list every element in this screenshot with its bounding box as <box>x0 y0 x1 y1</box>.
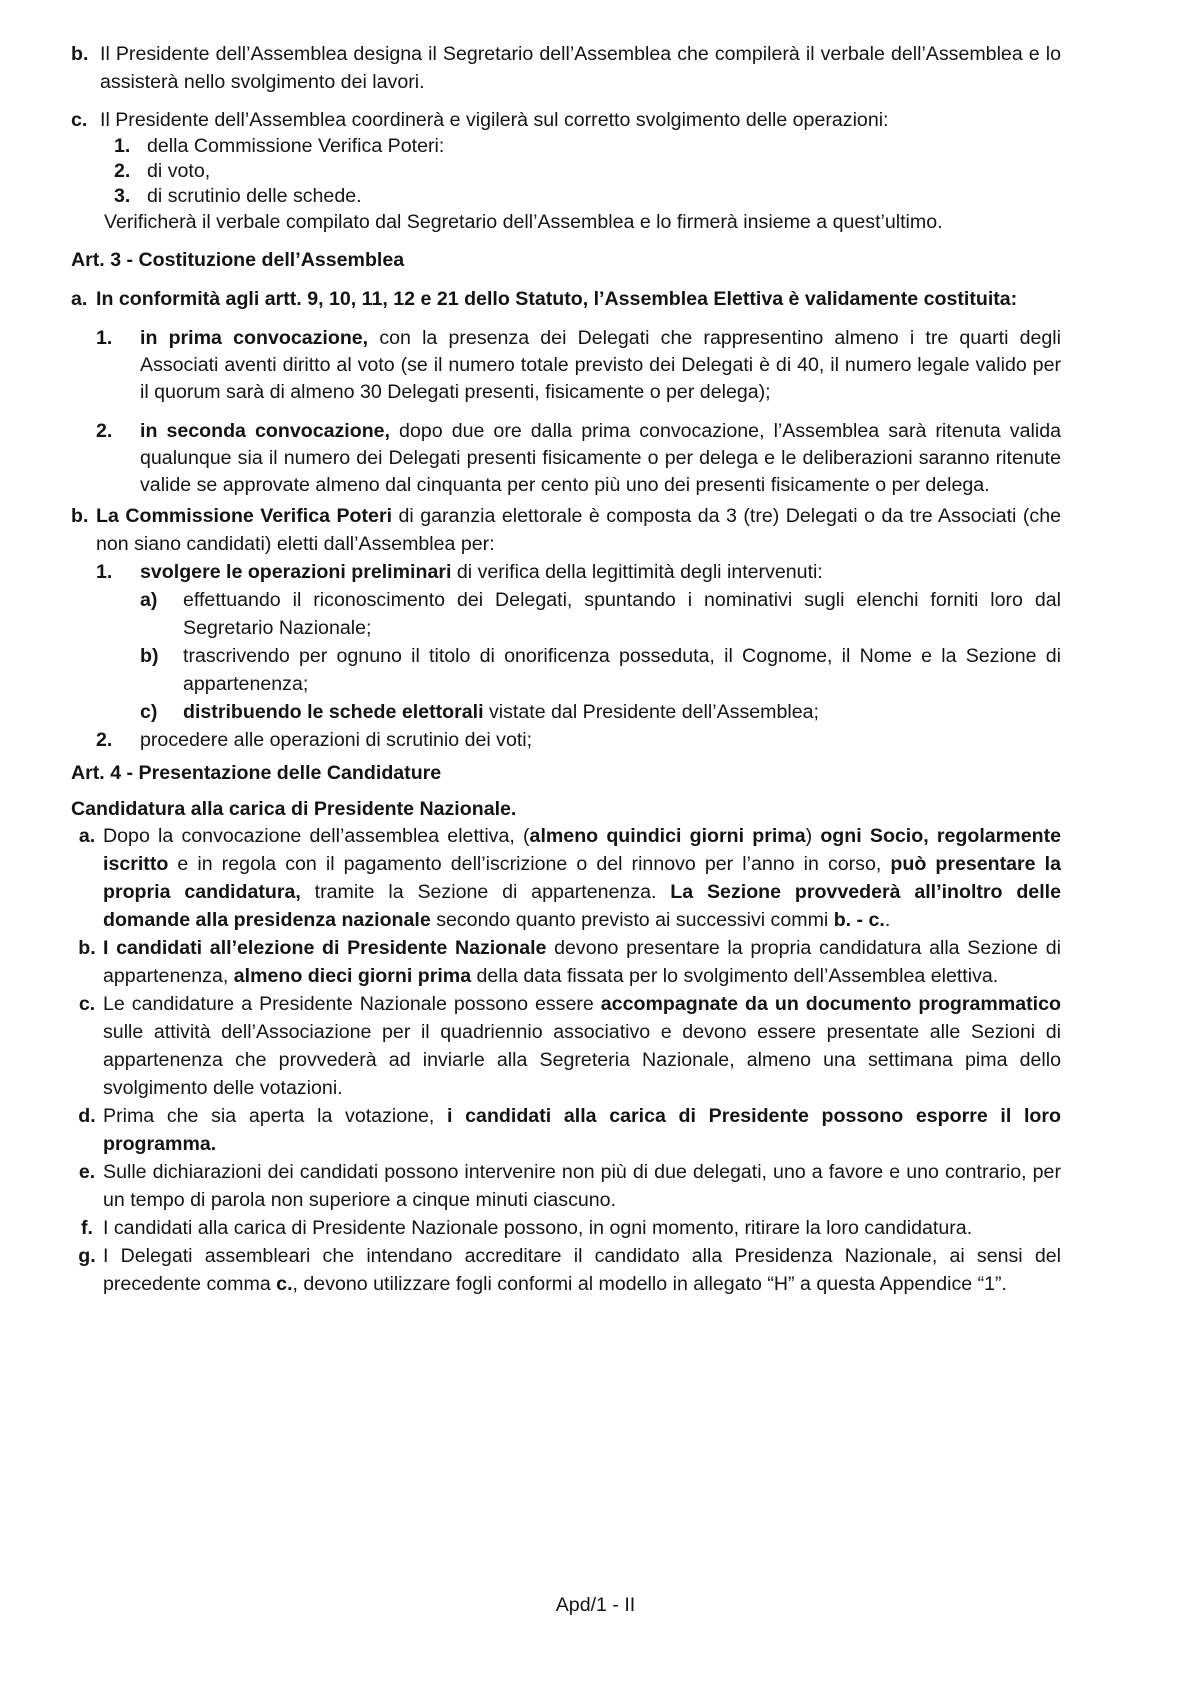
item-marker: 2. <box>96 420 113 442</box>
document-page <box>71 40 1061 1298</box>
item-marker: 2. <box>114 160 131 182</box>
item-text: di scrutinio delle schede. <box>147 185 362 207</box>
item-rest: con la presenza dei Delegati che rappresentino almeno i tre quarti degli Associati aventi diritto al voto (se il numero totale previsto dei Delegati è di 40, il numero legale valido per il quorum sarà di almeno 30 Delegati presenti, fisicamente o per delega); <box>140 327 1061 403</box>
item-text: trascrivendo per ognuno il titolo di onorificenza posseduta, il Cognome, il Nome e la Sezione di appartenenza; <box>183 645 1061 695</box>
item-4f <box>71 1214 1061 1242</box>
item-text: I Delegati assembleari che intendano accreditare il candidato alla Presidenza Nazionale, ai sensi del precedente comma c., devono utilizzare fogli conformi al modello in allegato “H” a questa Appendice “1”. <box>103 1245 1061 1295</box>
item-3b <box>71 502 1061 558</box>
item-4b <box>71 934 1061 990</box>
item-marker: d. <box>78 1105 96 1127</box>
item-3b1a <box>71 586 1061 642</box>
item-text: Il Presidente dell’Assemblea coordinerà e vigilerà sul corretto svolgimento delle operazioni: <box>100 109 889 131</box>
item-marker: b. <box>71 505 89 527</box>
item-4d <box>71 1102 1061 1158</box>
list-2c <box>71 134 1061 209</box>
item-rest: di garanzia elettorale è composta da 3 (tre) Delegati o da tre Associati (che non siano candidati) eletti dall’Assemblea per: <box>96 505 1061 555</box>
page-footer: Apd/1 - II <box>555 1594 636 1616</box>
item-3b1b <box>71 642 1061 698</box>
art3-heading: Art. 3 - Costituzione dell’Assemblea <box>71 249 405 271</box>
item-text <box>183 698 1061 726</box>
item-text: Dopo la convocazione dell’assemblea elettiva, (almeno quindici giorni prima) ogni Socio, regolarmente iscritto e in regola con il pagamento dell’iscrizione o del rinnovo per l’anno in corso, può presentare la propria candidatura, tramite la Sezione di appartenenza. La Sezione provvederà all’inoltro delle domande alla presidenza nazionale secondo quanto previsto ai successivi commi b. - c.. <box>103 825 1061 931</box>
item-bold: La Commissione Verifica Poteri <box>96 505 393 527</box>
item-text: I candidati all’elezione di Presidente Nazionale devono presentare la propria candidatura alla Sezione di appartenenza, almeno dieci giorni prima della data fissata per lo svolgimento dell’Assemblea elettiva. <box>103 937 1061 987</box>
item-marker: c) <box>140 701 158 723</box>
item-marker: 3. <box>114 185 131 207</box>
item-4e <box>71 1158 1061 1214</box>
item-marker: f. <box>81 1217 93 1239</box>
item-bold: distribuendo le schede elettorali <box>183 701 484 723</box>
item-text: Il Presidente dell’Assemblea designa il Segretario dell’Assemblea che compilerà il verbale dell’Assemblea e lo assisterà nello svolgimento dei lavori. <box>100 43 1061 93</box>
item-3b2 <box>71 726 1061 754</box>
item-bold: svolgere le operazioni preliminari <box>140 561 452 583</box>
item-text: Sulle dichiarazioni dei candidati possono intervenire non più di due delegati, uno a favore e uno contrario, per un tempo di parola non superiore a cinque minuti ciascuno. <box>103 1161 1061 1211</box>
art4-subheading: Candidatura alla carica di Presidente Nazionale. <box>71 798 517 820</box>
item-2c-tail: Verificherà il verbale compilato dal Segretario dell’Assemblea e lo firmerà insieme a quest’ultimo. <box>104 211 943 233</box>
item-marker: a) <box>140 589 158 611</box>
item-marker: b. <box>71 43 89 65</box>
item-rest: di verifica della legittimità degli intervenuti: <box>451 561 823 583</box>
list-item <box>114 184 1061 209</box>
item-rest: dopo due ore dalla prima convocazione, l’Assemblea sarà ritenuta valida qualunque sia il numero dei Delegati presenti fisicamente o per delega e le deliberazioni saranno ritenute valide se approvate almeno dal cinquanta per cento più uno dei presenti fisicamente o per delega. <box>140 420 1061 496</box>
item-rest: vistate dal Presidente dell’Assemblea; <box>483 701 819 723</box>
item-3b1 <box>71 558 1061 586</box>
item-marker: g. <box>78 1245 96 1267</box>
item-2b <box>71 40 1061 96</box>
item-text: della Commissione Verifica Poteri: <box>147 135 445 157</box>
item-marker: 1. <box>114 135 131 157</box>
item-text <box>140 325 1061 406</box>
item-marker: b. <box>78 937 96 959</box>
item-3a <box>71 285 1061 313</box>
item-4g <box>71 1242 1061 1298</box>
list-item <box>114 159 1061 184</box>
item-text: effettuando il riconoscimento dei Delegati, spuntando i nominativi sugli elenchi forniti loro dal Segretario Nazionale; <box>183 589 1061 639</box>
item-text: procedere alle operazioni di scrutinio dei voti; <box>140 729 533 751</box>
item-marker: b) <box>140 645 159 667</box>
item-text <box>140 558 1061 586</box>
item-3a2 <box>71 418 1061 499</box>
item-bold: in prima convocazione, <box>140 327 369 349</box>
item-2c <box>71 106 1061 134</box>
item-3b1c <box>71 698 1061 726</box>
item-text: I candidati alla carica di Presidente Nazionale possono, in ogni momento, ritirare la loro candidatura. <box>103 1217 973 1239</box>
item-marker: a. <box>78 825 96 847</box>
item-text: In conformità agli artt. 9, 10, 11, 12 e 21 dello Statuto, l’Assemblea Elettiva è validamente costituita: <box>96 288 1018 310</box>
item-marker: a. <box>71 288 88 310</box>
art4-heading: Art. 4 - Presentazione delle Candidature <box>71 762 442 784</box>
item-text <box>96 502 1061 558</box>
item-text <box>140 418 1061 499</box>
item-text: Le candidature a Presidente Nazionale possono essere accompagnate da un documento programmatico sulle attività dell’Associazione per il quadriennio associativo e devono essere presentate alle Sezioni di appartenenza che provvederà ad inviarle alla Segreteria Nazionale, almeno una settimana pima dello svolgimento delle votazioni. <box>103 993 1061 1099</box>
item-4c <box>71 990 1061 1102</box>
item-4a <box>71 822 1061 934</box>
item-marker: 2. <box>96 729 113 751</box>
item-marker: 1. <box>96 561 113 583</box>
item-marker: 1. <box>96 327 113 349</box>
item-3a1 <box>71 325 1061 406</box>
item-text: Prima che sia aperta la votazione, i candidati alla carica di Presidente possono esporre il loro programma. <box>103 1105 1061 1155</box>
item-marker: c. <box>71 109 88 131</box>
item-text: di voto, <box>147 160 211 182</box>
item-bold: in seconda convocazione, <box>140 420 391 442</box>
list-item <box>114 134 1061 159</box>
item-marker: c. <box>78 993 96 1015</box>
item-marker: e. <box>78 1161 96 1183</box>
